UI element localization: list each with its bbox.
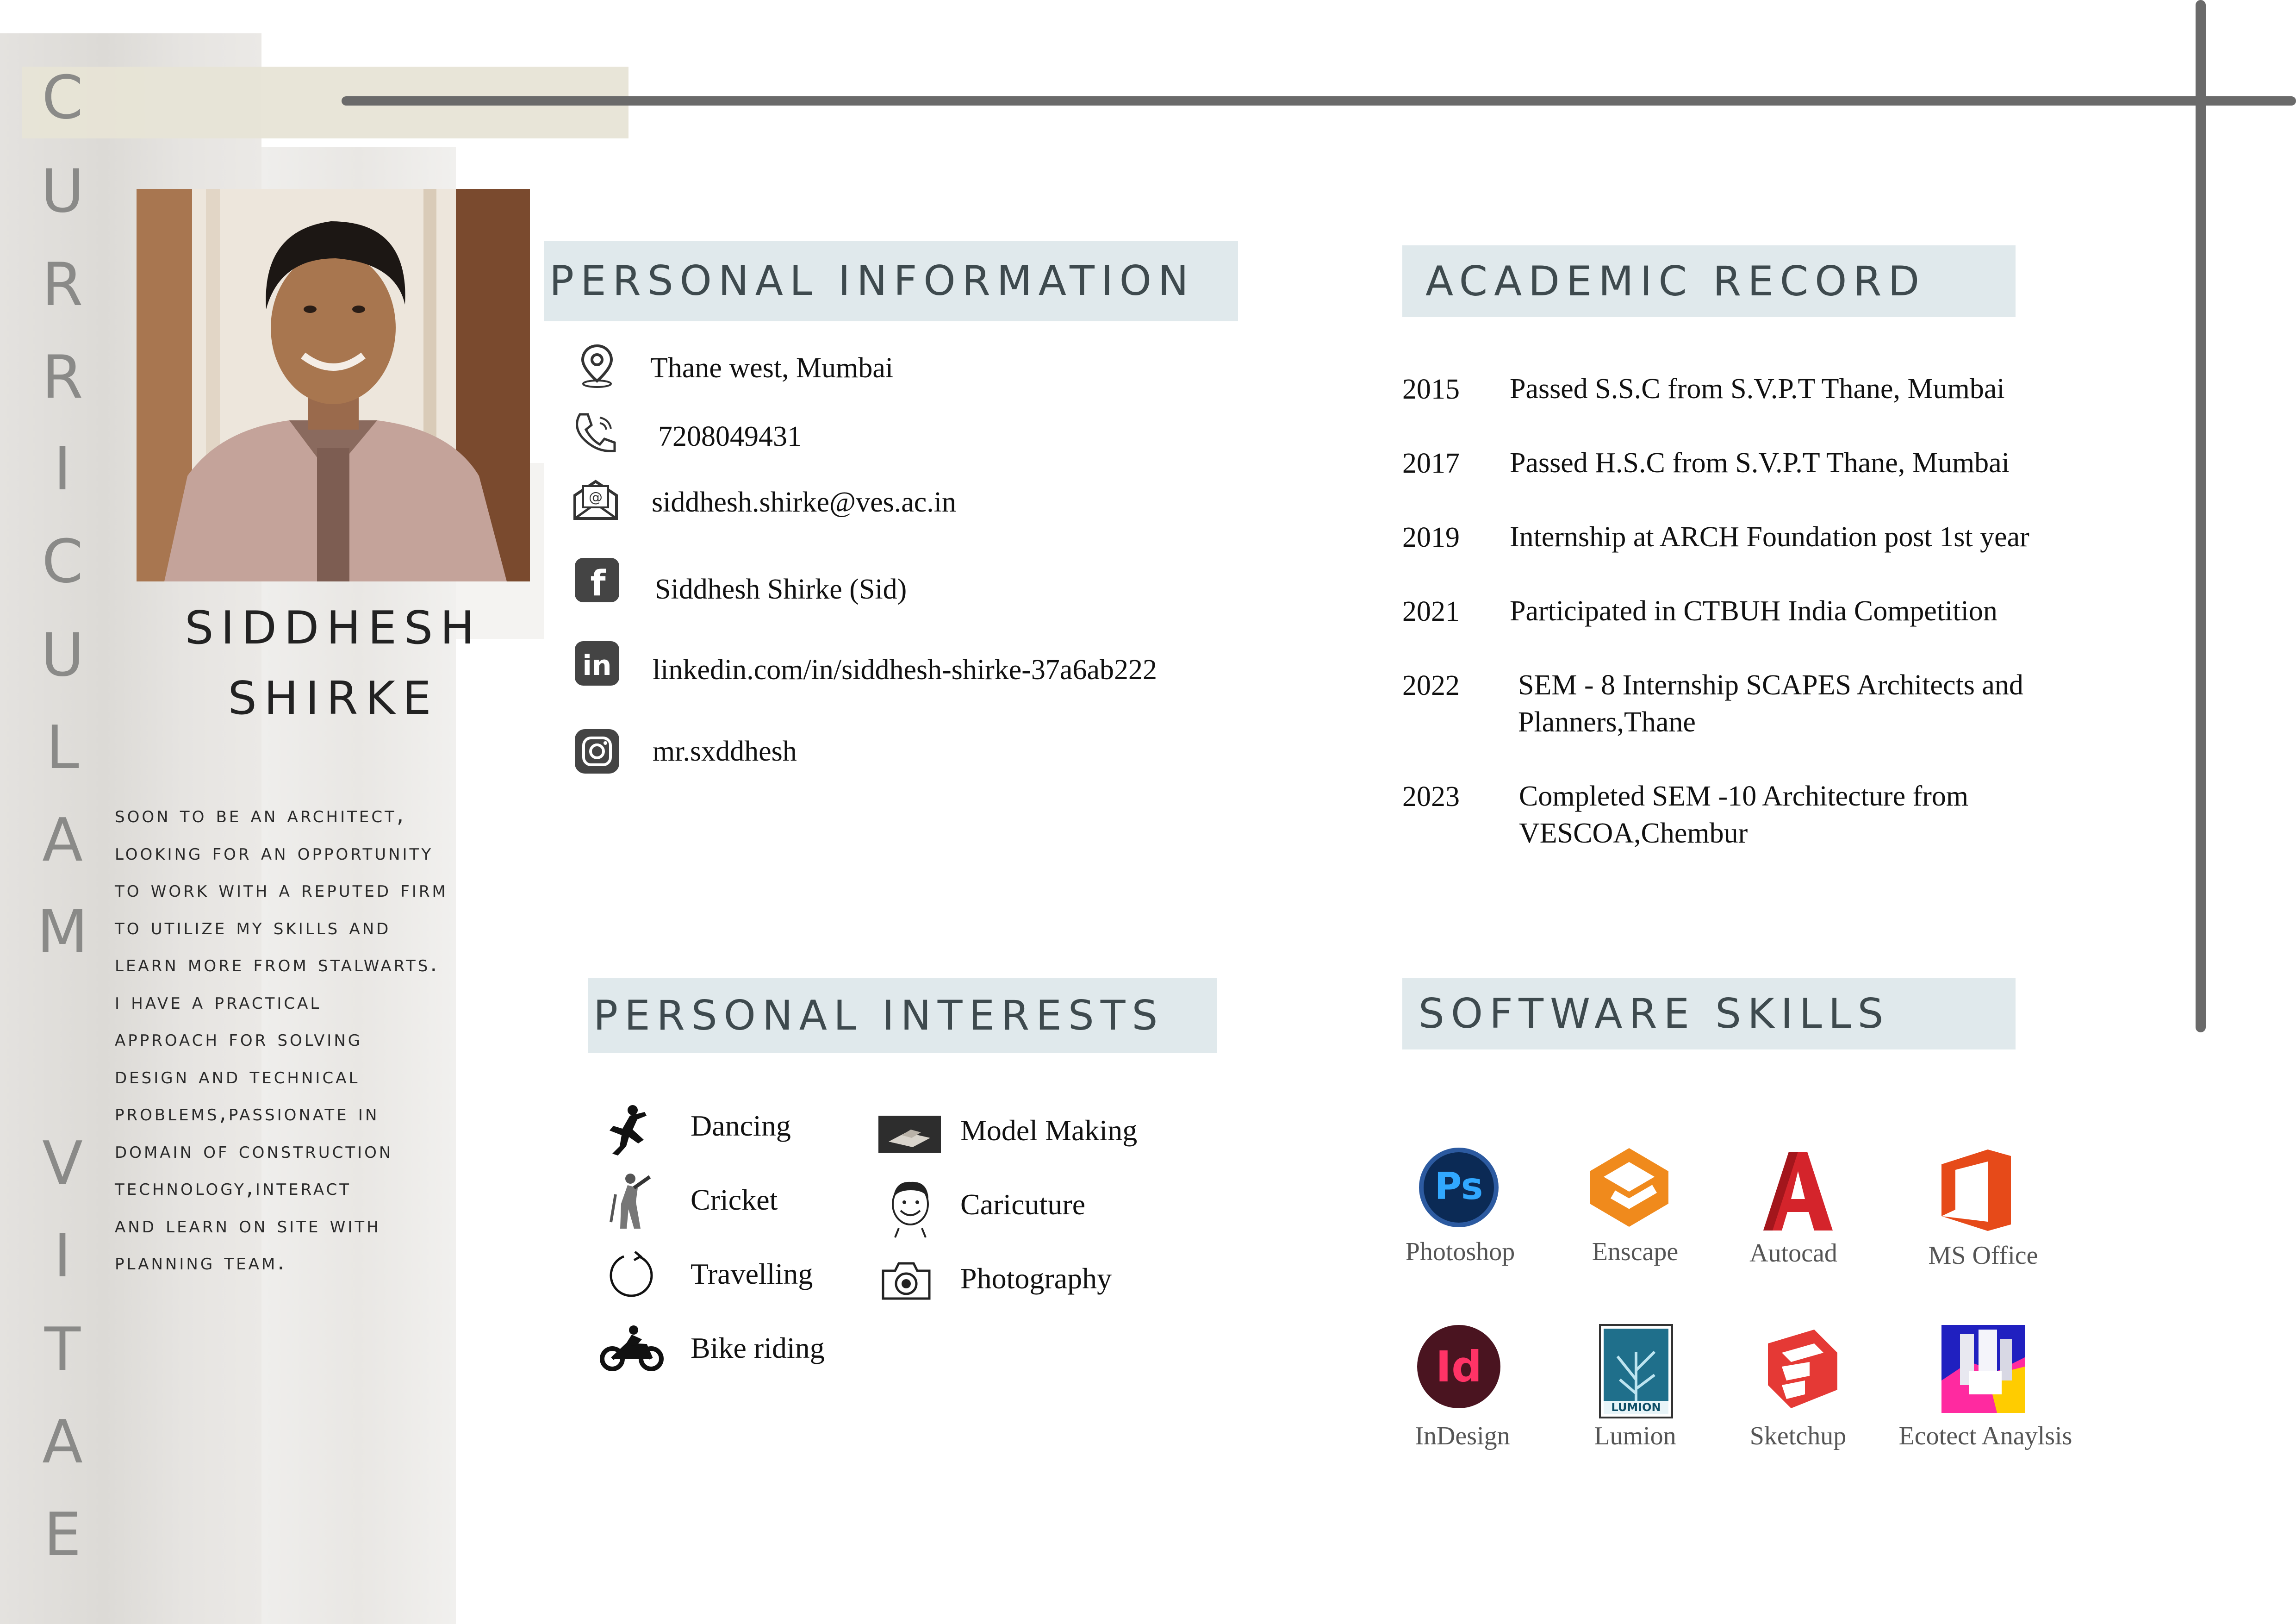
- last-name: SHIRKE: [228, 672, 439, 725]
- caricature-icon: [885, 1178, 936, 1241]
- svg-text:LUMION: LUMION: [1611, 1401, 1661, 1414]
- right-vertical-line: [2196, 0, 2206, 1032]
- vertical-title-letter: A: [42, 1408, 83, 1477]
- vertical-title-letter: L: [46, 713, 79, 782]
- software-label: Enscape: [1592, 1237, 1679, 1266]
- location-text: Thane west, Mumbai: [650, 352, 894, 384]
- academic-year: 2022: [1402, 670, 1460, 701]
- interest-label: Model Making: [960, 1114, 1138, 1147]
- interest-label: Caricuture: [960, 1188, 1086, 1221]
- personal-info-heading: PERSONAL INFORMATION: [544, 241, 1238, 321]
- top-horizontal-line: [342, 96, 2296, 106]
- about-text: soon to be an architect, looking for an opportunity to work with a reputed firm to utilize my skills and learn more from stalwarts. i have a practical approach for solving design and technical problems,passionate in domain of construction technology,interact and learn on site with planning team.: [115, 802, 448, 1275]
- vertical-title-letter: C: [42, 63, 83, 132]
- academic-year: 2023: [1402, 781, 1460, 812]
- academic-year: 2015: [1402, 374, 1460, 405]
- facebook-text: Siddhesh Shirke (Sid): [655, 574, 907, 605]
- software-label: Autocad: [1749, 1239, 1837, 1268]
- vertical-title-letter: E: [44, 1500, 81, 1569]
- first-name: SIDDHESH: [185, 602, 482, 655]
- svg-text:Ps: Ps: [1434, 1165, 1483, 1208]
- cricket-icon: [602, 1171, 657, 1234]
- svg-text:f: f: [590, 562, 606, 604]
- academic-item: Passed S.S.C from S.V.P.T Thane, Mumbai: [1510, 373, 2005, 405]
- phone-text: 7208049431: [658, 421, 802, 452]
- vertical-title-letter: R: [42, 250, 83, 319]
- vertical-title-letter: I: [54, 1222, 71, 1291]
- sketchup-icon: [1754, 1325, 1842, 1415]
- vertical-title-letter: V: [42, 1129, 83, 1198]
- autocad-icon: [1754, 1148, 1840, 1236]
- interest-label: Photography: [960, 1262, 1112, 1295]
- lumion-icon: [1599, 1324, 1673, 1421]
- svg-text:Id: Id: [1435, 1342, 1482, 1392]
- academic-year: 2017: [1402, 448, 1460, 479]
- interest-label: Bike riding: [691, 1331, 825, 1364]
- academic-heading: ACADEMIC RECORD: [1402, 245, 2016, 317]
- vertical-title-letter: A: [42, 806, 83, 875]
- email-icon: [570, 472, 621, 525]
- vertical-title-letter: R: [42, 343, 83, 412]
- linkedin-text: linkedin.com/in/siddhesh-shirke-37a6ab222: [653, 654, 1157, 686]
- instagram-icon: [572, 727, 623, 780]
- travelling-icon: [606, 1250, 657, 1303]
- software-label: InDesign: [1415, 1422, 1510, 1450]
- facebook-icon: [572, 556, 623, 609]
- academic-year: 2021: [1402, 596, 1460, 627]
- interest-label: Cricket: [691, 1183, 778, 1216]
- svg-text:@: @: [589, 489, 603, 506]
- camera-icon: [878, 1257, 934, 1305]
- phone-icon: [568, 407, 619, 461]
- software-label: Photoshop: [1405, 1237, 1515, 1266]
- linkedin-icon: [572, 639, 623, 692]
- academic-year: 2019: [1402, 522, 1460, 553]
- academic-item: Participated in CTBUH India Competition: [1510, 595, 1997, 627]
- ms-office-icon: [1937, 1146, 2016, 1236]
- enscape-icon: [1585, 1143, 1673, 1234]
- software-label: Lumion: [1594, 1422, 1676, 1450]
- vertical-title-letter: I: [54, 435, 71, 504]
- model-making-icon: [878, 1116, 941, 1155]
- vertical-title-letter: M: [37, 898, 88, 967]
- software-label: MS Office: [1928, 1241, 2038, 1270]
- vertical-title-letter: T: [44, 1315, 81, 1384]
- software-label: Sketchup: [1749, 1422, 1847, 1450]
- svg-text:in: in: [582, 650, 612, 682]
- instagram-text: mr.sxddhesh: [653, 736, 797, 767]
- academic-item: Internship at ARCH Foundation post 1st year: [1510, 521, 2029, 553]
- vertical-title-letter: C: [42, 527, 83, 596]
- dancing-icon: [599, 1102, 655, 1160]
- software-heading: SOFTWARE SKILLS: [1402, 978, 2016, 1049]
- location-pin-icon: [572, 340, 622, 394]
- software-label: Ecotect Anaylsis: [1898, 1422, 2072, 1450]
- vertical-title-letter: U: [41, 157, 84, 226]
- academic-item: Completed SEM -10 Architecture from VESCOA,Chembur: [1519, 781, 1969, 849]
- vertical-title-letter: U: [41, 621, 84, 690]
- interests-heading: PERSONAL INTERESTS: [588, 978, 1217, 1053]
- academic-item: SEM - 8 Internship SCAPES Architects and Planners,Thane: [1518, 669, 2023, 738]
- photoshop-icon: [1419, 1147, 1500, 1230]
- academic-item: Passed H.S.C from S.V.P.T Thane, Mumbai: [1510, 447, 2010, 479]
- interest-label: Travelling: [691, 1257, 813, 1290]
- profile-photo: [137, 189, 530, 581]
- email-text: siddhesh.shirke@ves.ac.in: [652, 487, 957, 518]
- bike-icon: [599, 1322, 664, 1375]
- indesign-icon: [1416, 1324, 1502, 1412]
- interest-label: Dancing: [691, 1109, 791, 1142]
- ecotect-icon: [1941, 1325, 2025, 1415]
